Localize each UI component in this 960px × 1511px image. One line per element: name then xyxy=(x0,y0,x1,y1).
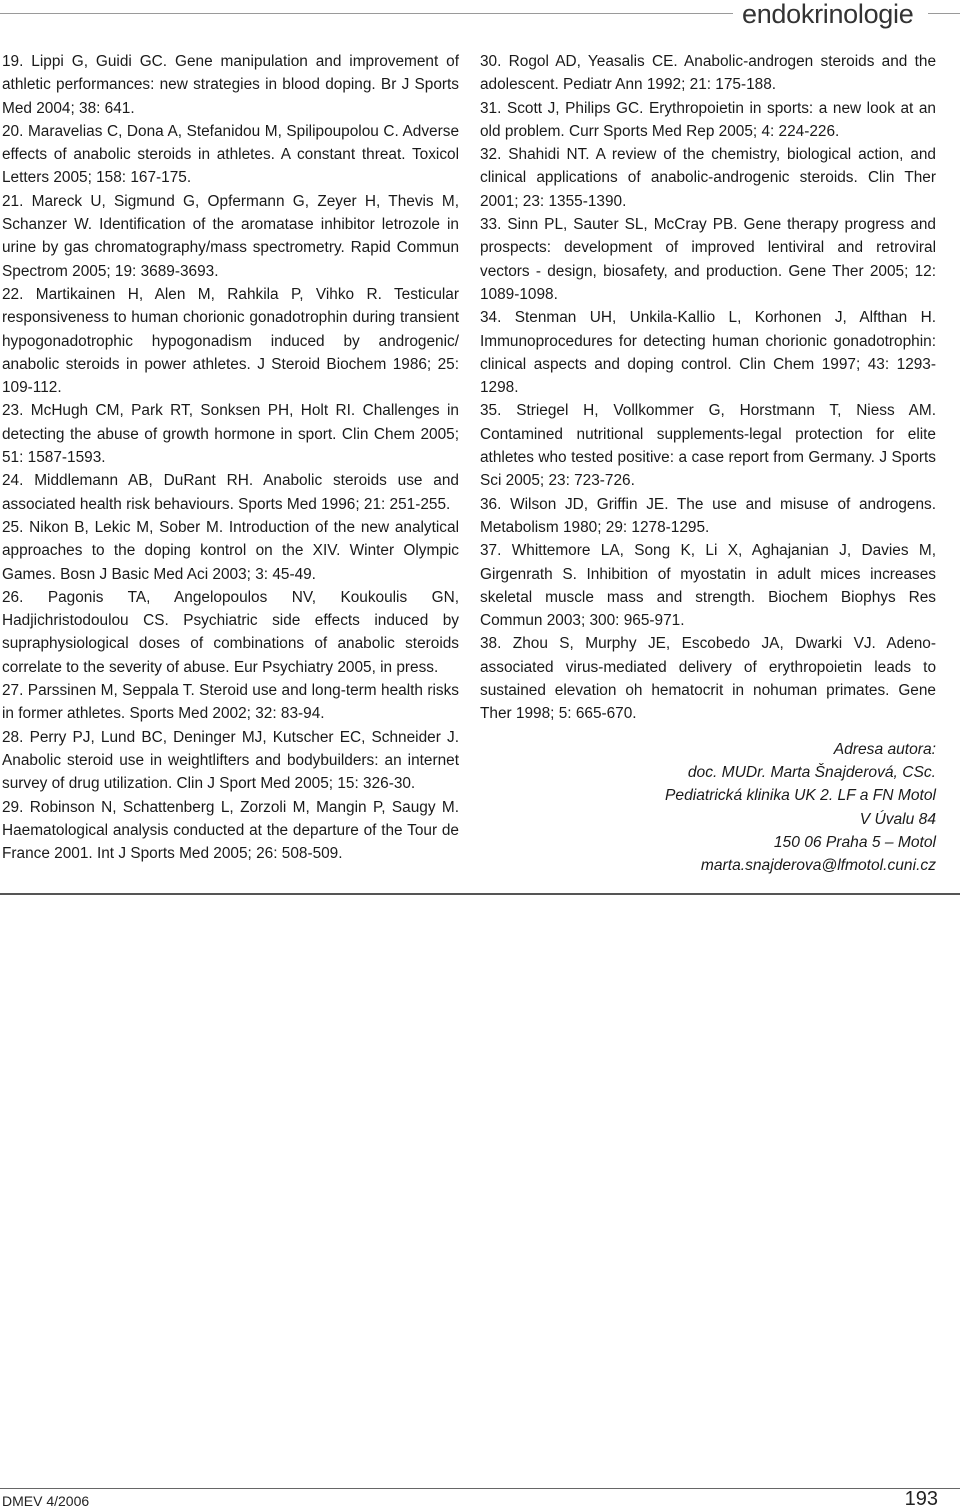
page-number: 193 xyxy=(904,1488,938,1510)
reference-33: 33. Sinn PL, Sauter SL, McCray PB. Gene therapy progress and prospects: development of improved lentiviral and retroviral vectors - design, biosafety, and production. Gene Ther 2005; 12: 1089-1098. xyxy=(480,216,936,303)
reference-column-right xyxy=(480,50,936,877)
journal-issue: DMEV 4/2006 xyxy=(2,1493,90,1509)
author-city: 150 06 Praha 5 – Motol xyxy=(773,833,936,851)
reference-34: 34. Stenman UH, Unkila-Kallio L, Korhonen J, Alfthan H. Immunoprocedures for detecting human chorionic gonadotrophin: clinical aspects and doping control. Clin Chem 1997; 43: 1293-1298. xyxy=(480,309,936,397)
reference-19: 19. Lippi G, Guidi GC. Gene manipulation and improvement of athletic performances: new strategies in blood doping. Br J Sports Med 2004; 38: 641. xyxy=(2,53,459,117)
reference-column-left xyxy=(2,50,459,865)
reference-38: 38. Zhou S, Murphy JE, Escobedo JA, Dwarki VJ. Adeno-associated virus-mediated delivery of erythropoietin leads to sustained elevation oh hematocrit in nohuman primates. Gene Ther 1998; 5: 665-670. xyxy=(480,635,936,723)
reference-37: 37. Whittemore LA, Song K, Li X, Aghajanian J, Davies M, Girgenrath S. Inhibition of myostatin in adult mices increases skeletal muscle mass and strength. Biochem Biophys Res Commun 2003; 300: 965-971. xyxy=(480,542,936,630)
address-heading: Adresa autora: xyxy=(833,740,936,758)
reference-31: 31. Scott J, Philips GC. Erythropoietin in sports: a new look at an old problem. Curr Sports Med Rep 2005; 4: 224-226. xyxy=(480,99,936,140)
reference-27: 27. Parssinen M, Seppala T. Steroid use and long-term health risks in former athletes. Sports Med 2002; 32: 83-94. xyxy=(2,682,459,723)
author-address xyxy=(480,738,936,878)
author-street: V Úvalu 84 xyxy=(859,810,936,828)
reference-29: 29. Robinson N, Schattenberg L, Zorzoli M, Mangin P, Saugy M. Haematological analysis conducted at the departure of the Tour de France 2001. Int J Sports Med 2005; 26: 508-509. xyxy=(2,798,459,863)
footer-rule xyxy=(0,1488,960,1489)
reference-22: 22. Martikainen H, Alen M, Rahkila P, Vihko R. Testicular responsiveness to human chorionic gonadotrophin during transient hypogonadotrophic hypogonadism induced by androgenic/ anabolic steroids in power athletes. J Steroid Biochem 1986; 25: 109-112. xyxy=(2,285,459,397)
content-end-rule xyxy=(0,893,960,895)
reference-25: 25. Nikon B, Lekic M, Sober M. Introduction of the new analytical approaches to the doping kontrol on the XIV. Winter Olympic Games. Bosn J Basic Med Aci 2003; 3: 45-49. xyxy=(2,518,459,583)
reference-32: 32. Shahidi NT. A review of the chemistry, biological action, and clinical applications of anabolic-androgenic steroids. Clin Ther 2001; 23: 1355-1390. xyxy=(480,146,936,210)
author-email[interactable]: marta.snajderova@lfmotol.cuni.cz xyxy=(700,857,936,875)
author-name: doc. MUDr. Marta Šnajderová, CSc. xyxy=(687,763,936,781)
reference-36: 36. Wilson JD, Griffin JE. The use and misuse of androgens. Metabolism 1980; 29: 1278-1295. xyxy=(480,495,936,536)
reference-21: 21. Mareck U, Sigmund G, Opfermann G, Zeyer H, Thevis M, Schanzer W. Identification of the aromatase inhibitor letrozole in urine by gas chromatography/mass spectrometry. Rapid Commun Spectrom 2005; 19: 3689-3693. xyxy=(2,192,459,280)
section-title: endokrinologie xyxy=(742,0,914,29)
header-rule-right xyxy=(928,13,960,14)
reference-30: 30. Rogol AD, Yeasalis CE. Anabolic-androgen steroids and the adolescent. Pediatr Ann 1992; 21: 175-188. xyxy=(480,53,936,94)
reference-24: 24. Middlemann AB, DuRant RH. Anabolic steroids use and associated health risk behaviours. Sports Med 1996; 21: 251-255. xyxy=(2,472,459,513)
reference-26: 26. Pagonis TA, Angelopoulos NV, Koukoulis GN, Hadjichristodoulou CS. Psychiatric side effects induced by supraphysiological doses of combinations of anabolic steroids correlate to the severity of abuse. Eur Psychiatry 2005, in press. xyxy=(2,588,459,676)
reference-20: 20. Maravelias C, Dona A, Stefanidou M, Spilipoupolou C. Adverse effects of anabolic steroids in athletes. A constant threat. Toxicol Letters 2005; 158: 167-175. xyxy=(2,122,459,187)
reference-35: 35. Striegel H, Vollkommer G, Horstmann T, Niess AM. Contamined nutritional supplements-legal protection for elite athletes who tested positive: a case report from Germany. J Sports Sci 2005; 23: 723-726. xyxy=(480,402,936,490)
author-institution: Pediatrická klinika UK 2. LF a FN Motol xyxy=(665,787,936,805)
reference-23: 23. McHugh CM, Park RT, Sonksen PH, Holt RI. Challenges in detecting the abuse of growth hormone in sport. Clin Chem 2005; 51: 1587-1593. xyxy=(2,402,459,467)
header-rule-left xyxy=(0,13,733,14)
reference-28: 28. Perry PJ, Lund BC, Deninger MJ, Kutscher EC, Schneider J. Anabolic steroid use in weightlifters and bodybuilders: an internet survey of drug utilization. Clin J Sport Med 2005; 15: 326-30. xyxy=(2,728,459,793)
